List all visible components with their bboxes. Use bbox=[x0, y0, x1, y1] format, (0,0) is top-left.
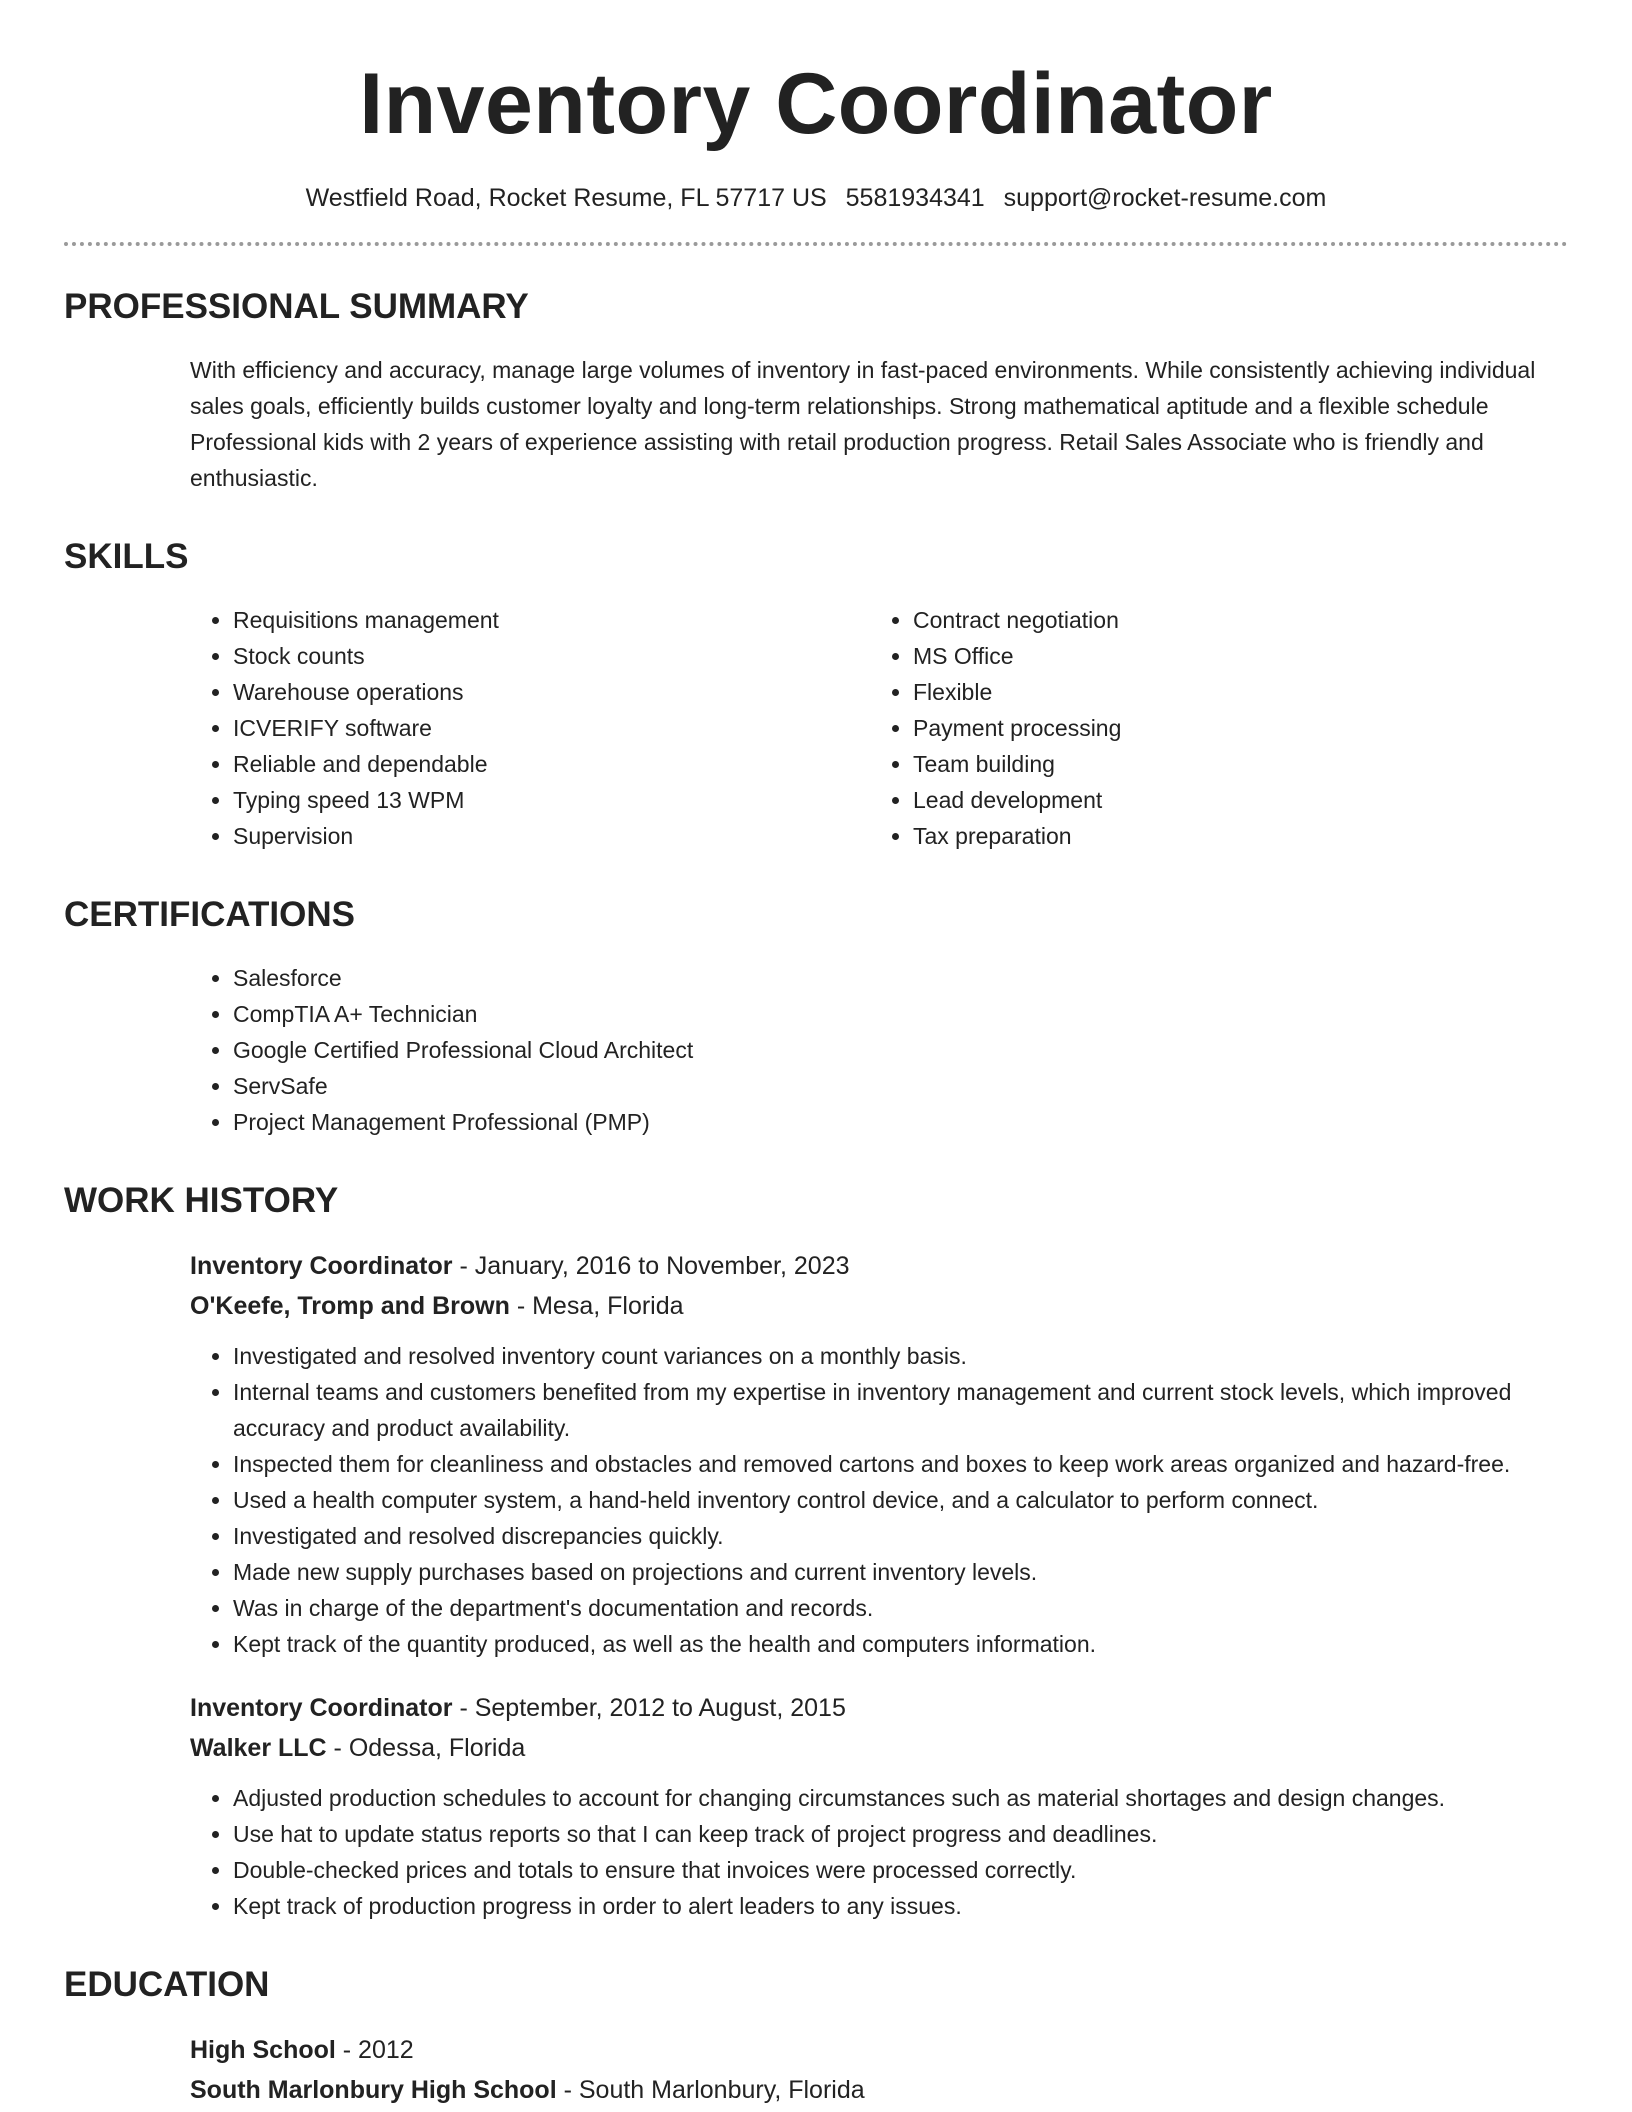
skills-column-right bbox=[870, 602, 1550, 854]
certification-item: • ServSafe bbox=[233, 1068, 1568, 1104]
skill-item: • ICVERIFY software bbox=[233, 710, 870, 746]
work-history-section bbox=[64, 1180, 1568, 1924]
header-divider bbox=[64, 242, 1568, 246]
education-degree-line bbox=[190, 2030, 1568, 2070]
job-company-line bbox=[190, 1728, 1568, 1768]
summary-text: With efficiency and accuracy, manage large volumes of inventory in fast-paced environments. While consistently achieving individual sales goals, efficiently builds customer loyalty and long-term relationships. Strong mathematical aptitude and a flexible schedule Professional kids with 2 years of experience assisting with retail production progress. Retail Sales Associate who is friendly and enthusiastic. bbox=[190, 357, 1536, 491]
skills-title: SKILLS bbox=[64, 537, 189, 576]
skills-section bbox=[64, 536, 1568, 854]
contact-address: Westfield Road, Rocket Resume, FL 57717 US bbox=[305, 184, 827, 212]
skill-item: • Lead development bbox=[913, 782, 1550, 818]
contact-email: support@rocket-resume.com bbox=[1003, 184, 1327, 212]
job-location: - Odessa, Florida bbox=[326, 1734, 526, 1762]
job-bullet: • Used a health computer system, a hand-held inventory control device, and a calculator to perform connect. bbox=[233, 1482, 1568, 1518]
education-degree: High School bbox=[190, 2036, 336, 2064]
certifications-section bbox=[64, 894, 1568, 1140]
education-location: - South Marlonbury, Florida bbox=[556, 2076, 865, 2104]
certification-item: • Google Certified Professional Cloud Architect bbox=[233, 1032, 1568, 1068]
job-bullet: • Internal teams and customers benefited from my expertise in inventory management and current stock levels, which improved accuracy and product availability. bbox=[233, 1374, 1568, 1446]
skill-item: • Payment processing bbox=[913, 710, 1550, 746]
skill-item: • Stock counts bbox=[233, 638, 870, 674]
job-title-line bbox=[190, 1246, 1568, 1286]
education-school-line bbox=[190, 2070, 1568, 2110]
resume-header bbox=[64, 0, 1568, 246]
job-dates: - September, 2012 to August, 2015 bbox=[452, 1694, 846, 1722]
skill-item: • Flexible bbox=[913, 674, 1550, 710]
job-bullet: • Double-checked prices and totals to ensure that invoices were processed correctly. bbox=[233, 1852, 1568, 1888]
job-bullet: • Was in charge of the department's documentation and records. bbox=[233, 1590, 1568, 1626]
skill-item: • Typing speed 13 WPM bbox=[233, 782, 870, 818]
skill-item: • Warehouse operations bbox=[233, 674, 870, 710]
certifications-title: CERTIFICATIONS bbox=[64, 895, 356, 934]
education-title: EDUCATION bbox=[64, 1965, 270, 2004]
skill-item: • Contract negotiation bbox=[913, 602, 1550, 638]
contact-line bbox=[64, 182, 1568, 214]
job-entry bbox=[190, 1246, 1568, 1662]
education-school: South Marlonbury High School bbox=[190, 2076, 557, 2104]
job-bullet: • Investigated and resolved discrepancies quickly. bbox=[233, 1518, 1568, 1554]
skill-item: • Team building bbox=[913, 746, 1550, 782]
work-history-title: WORK HISTORY bbox=[64, 1181, 339, 1220]
job-bullet: • Adjusted production schedules to account for changing circumstances such as material shortages and design changes. bbox=[233, 1780, 1568, 1816]
education-year: - 2012 bbox=[335, 2036, 414, 2064]
job-bullet: • Kept track of the quantity produced, as well as the health and computers information. bbox=[233, 1626, 1568, 1662]
job-bullet: • Inspected them for cleanliness and obstacles and removed cartons and boxes to keep work areas organized and hazard-free. bbox=[233, 1446, 1568, 1482]
skill-item: • Supervision bbox=[233, 818, 870, 854]
job-bullet: • Kept track of production progress in order to alert leaders to any issues. bbox=[233, 1888, 1568, 1924]
certification-item: • CompTIA A+ Technician bbox=[233, 996, 1568, 1032]
summary-section bbox=[64, 286, 1568, 496]
certification-item: • Project Management Professional (PMP) bbox=[233, 1104, 1568, 1140]
skill-item: • Tax preparation bbox=[913, 818, 1550, 854]
contact-phone: 5581934341 bbox=[845, 184, 985, 212]
skills-column-left bbox=[190, 602, 870, 854]
certification-item: • Salesforce bbox=[233, 960, 1568, 996]
job-company: Walker LLC bbox=[190, 1734, 327, 1762]
skill-item: • MS Office bbox=[913, 638, 1550, 674]
skill-item: • Requisitions management bbox=[233, 602, 870, 638]
job-bullet: • Investigated and resolved inventory count variances on a monthly basis. bbox=[233, 1338, 1568, 1374]
job-bullet: • Use hat to update status reports so that I can keep track of project progress and deadlines. bbox=[233, 1816, 1568, 1852]
job-entry bbox=[190, 1688, 1568, 1924]
summary-title: PROFESSIONAL SUMMARY bbox=[64, 287, 529, 326]
job-dates: - January, 2016 to November, 2023 bbox=[452, 1252, 850, 1280]
candidate-name: Inventory Coordinator bbox=[359, 56, 1273, 152]
job-company: O'Keefe, Tromp and Brown bbox=[190, 1292, 510, 1320]
skill-item: • Reliable and dependable bbox=[233, 746, 870, 782]
job-role: Inventory Coordinator bbox=[190, 1694, 453, 1722]
job-role: Inventory Coordinator bbox=[190, 1252, 453, 1280]
job-company-line bbox=[190, 1286, 1568, 1326]
education-section bbox=[64, 1964, 1568, 2110]
job-bullet: • Made new supply purchases based on projections and current inventory levels. bbox=[233, 1554, 1568, 1590]
job-location: - Mesa, Florida bbox=[509, 1292, 684, 1320]
job-title-line bbox=[190, 1688, 1568, 1728]
